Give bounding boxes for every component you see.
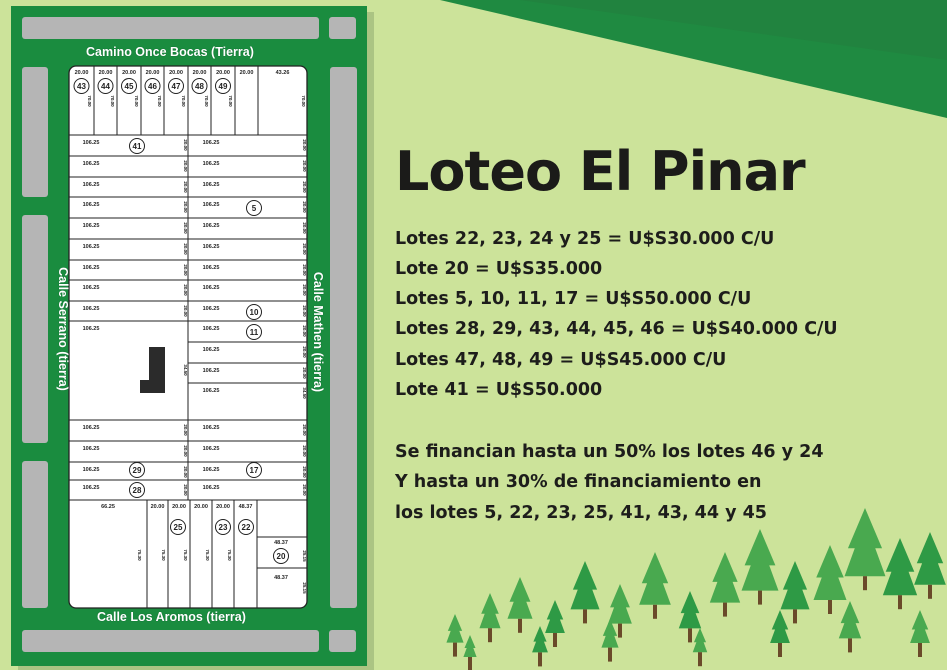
measure-label: 70.00 xyxy=(87,95,92,107)
price-line: Lotes 5, 10, 11, 17 = U$S50.000 C/U xyxy=(395,289,752,309)
lot-number: 22 xyxy=(241,523,251,532)
measure-label: 106.25 xyxy=(202,265,220,271)
measure-label: 20.00 xyxy=(302,160,307,172)
measure-label: 20.00 xyxy=(74,70,89,76)
lot-number: 46 xyxy=(148,82,157,91)
financing-line: Se financian hasta un 50% los lotes 46 y 24 xyxy=(395,442,824,462)
measure-label: 20.00 xyxy=(302,305,307,317)
measure-label: 20.00 xyxy=(183,201,188,213)
measure-label: 106.25 xyxy=(202,140,220,146)
measure-label: 70.00 xyxy=(204,95,209,107)
measure-label: 20.00 xyxy=(302,139,307,151)
measure-label: 106.25 xyxy=(82,285,100,291)
measure-label: 106.25 xyxy=(202,388,220,394)
lot-number: 41 xyxy=(132,142,142,151)
street-right-label: Calle Mathen (tierra) xyxy=(311,271,325,393)
measure-label: 20.00 xyxy=(302,181,307,193)
measure-label: 20.00 xyxy=(122,70,136,76)
measure-label: 106.25 xyxy=(82,306,100,312)
measure-label: 106.25 xyxy=(82,223,100,229)
measure-label: 20.00 xyxy=(183,139,188,151)
measure-label: 106.25 xyxy=(82,485,100,491)
lot-number: 43 xyxy=(77,82,86,91)
measure-label: 66.25 xyxy=(101,504,115,510)
measure-label: 34.50 xyxy=(183,364,188,376)
measure-label: 20.00 xyxy=(98,70,113,76)
measure-label: 20.00 xyxy=(183,305,188,317)
measure-label: 20.00 xyxy=(183,264,188,276)
measure-label: 106.25 xyxy=(82,202,100,208)
measure-label: 20.00 xyxy=(302,201,307,213)
measure-label: 106.25 xyxy=(82,182,100,188)
lot-number: 47 xyxy=(171,82,181,91)
measure-label: 106.25 xyxy=(202,182,220,188)
measure-label: 20.00 xyxy=(302,484,307,496)
measure-label: 75.30 xyxy=(161,549,166,561)
measure-label: 20.00 xyxy=(302,445,307,457)
measure-label: 20.00 xyxy=(172,504,186,510)
measure-label: 106.25 xyxy=(202,306,220,312)
measure-label: 20.00 xyxy=(302,264,307,276)
financing-line: los lotes 5, 22, 23, 25, 41, 43, 44 y 45 xyxy=(395,503,767,523)
measure-label: 20.00 xyxy=(169,70,183,76)
price-line: Lote 41 = U$S50.000 xyxy=(395,380,603,400)
measure-label: 75.30 xyxy=(205,549,210,561)
road-left-b xyxy=(22,215,48,443)
measure-label: 106.25 xyxy=(202,425,220,431)
measure-label: 20.00 xyxy=(239,70,254,76)
measure-label: 75.30 xyxy=(137,549,142,561)
road-top-right xyxy=(329,17,356,39)
measure-label: 20.00 xyxy=(216,504,230,510)
measure-label: 48.37 xyxy=(238,504,253,510)
lot-number: 48 xyxy=(195,82,204,91)
measure-label: 70.00 xyxy=(134,95,139,107)
road-bottom-right xyxy=(329,630,356,652)
measure-label: 20.00 xyxy=(302,346,307,358)
measure-label: 106.25 xyxy=(202,368,220,374)
price-line: Lote 20 = U$S35.000 xyxy=(395,259,603,279)
lot-number: 49 xyxy=(218,82,228,91)
lot-number: 25 xyxy=(173,523,183,532)
measure-label: 106.25 xyxy=(82,425,100,431)
measure-label: 106.25 xyxy=(82,140,100,146)
road-left-a xyxy=(22,67,48,197)
measure-label: 20.00 xyxy=(216,70,230,76)
measure-label: 20.00 xyxy=(302,367,307,379)
measure-label: 20.00 xyxy=(183,284,188,296)
measure-label: 20.00 xyxy=(183,445,188,457)
lot-number: 11 xyxy=(249,328,259,337)
measure-label: 20.00 xyxy=(302,424,307,436)
measure-label: 106.25 xyxy=(202,161,220,167)
measure-label: 106.25 xyxy=(82,265,100,271)
lot-number: 20 xyxy=(276,552,286,561)
price-line: Lotes 28, 29, 43, 44, 45, 46 = U$S40.000 C/U xyxy=(395,319,838,339)
measure-label: 106.25 xyxy=(82,161,100,167)
measure-label: 20.00 xyxy=(302,243,307,255)
financing-line: Y hasta un 30% de financiamiento en xyxy=(395,472,762,492)
lot-number: 29 xyxy=(132,466,142,475)
lot-number: 44 xyxy=(101,82,110,91)
measure-label: 106.25 xyxy=(202,326,220,332)
measure-label: 106.25 xyxy=(202,485,220,491)
measure-label: 34.50 xyxy=(302,387,307,399)
road-bottom-left xyxy=(22,630,319,652)
lot-number: 28 xyxy=(132,486,142,495)
measure-label: 43.26 xyxy=(275,70,290,76)
measure-label: 25.15 xyxy=(302,550,307,562)
street-top-label: Camino Once Bocas (Tierra) xyxy=(86,45,254,59)
measure-label: 106.25 xyxy=(82,446,100,452)
road-right xyxy=(330,67,357,608)
measure-label: 106.25 xyxy=(82,326,100,332)
measure-label: 70.00 xyxy=(181,95,186,107)
measure-label: 20.00 xyxy=(302,466,307,478)
measure-label: 106.25 xyxy=(82,467,100,473)
measure-label: 106.25 xyxy=(202,202,220,208)
street-left-label: Calle Serrano (tierra) xyxy=(56,267,70,391)
price-line: Lotes 47, 48, 49 = U$S45.000 C/U xyxy=(395,350,727,370)
street-bottom-label: Calle Los Aromos (tierra) xyxy=(97,610,246,624)
measure-label: 70.00 xyxy=(301,95,306,107)
lot-number: 45 xyxy=(124,82,134,91)
measure-label: 70.00 xyxy=(157,95,162,107)
measure-label: 106.25 xyxy=(202,467,220,473)
measure-label: 106.25 xyxy=(202,446,220,452)
measure-label: 70.00 xyxy=(228,95,233,107)
measure-label: 20.00 xyxy=(302,284,307,296)
road-left-c xyxy=(22,461,48,608)
lot-number: 5 xyxy=(251,204,257,213)
lot-number: 17 xyxy=(249,466,259,475)
measure-label: 48.37 xyxy=(274,575,288,581)
price-line: Lotes 22, 23, 24 y 25 = U$S30.000 C/U xyxy=(395,229,775,249)
measure-label: 20.00 xyxy=(302,325,307,337)
measure-label: 75.30 xyxy=(183,549,188,561)
page-title: Loteo El Pinar xyxy=(395,140,805,203)
measure-label: 20.00 xyxy=(183,181,188,193)
measure-label: 70.00 xyxy=(110,95,115,107)
measure-label: 48.37 xyxy=(274,540,288,546)
road-top-left xyxy=(22,17,319,39)
measure-label: 25.15 xyxy=(302,582,307,594)
measure-label: 20.00 xyxy=(150,504,165,510)
measure-label: 20.00 xyxy=(183,222,188,234)
measure-label: 106.25 xyxy=(202,347,220,353)
measure-label: 20.00 xyxy=(183,424,188,436)
measure-label: 20.00 xyxy=(183,160,188,172)
measure-label: 106.25 xyxy=(202,285,220,291)
measure-label: 20.00 xyxy=(194,504,208,510)
lot-number: 10 xyxy=(249,308,259,317)
measure-label: 20.00 xyxy=(183,484,188,496)
measure-label: 20.00 xyxy=(145,70,160,76)
measure-label: 20.00 xyxy=(192,70,207,76)
measure-label: 20.00 xyxy=(183,466,188,478)
measure-label: 106.25 xyxy=(202,244,220,250)
measure-label: 20.00 xyxy=(183,243,188,255)
measure-label: 106.25 xyxy=(202,223,220,229)
measure-label: 75.30 xyxy=(227,549,232,561)
lot-number: 23 xyxy=(218,523,228,532)
measure-label: 106.25 xyxy=(82,244,100,250)
measure-label: 20.00 xyxy=(302,222,307,234)
